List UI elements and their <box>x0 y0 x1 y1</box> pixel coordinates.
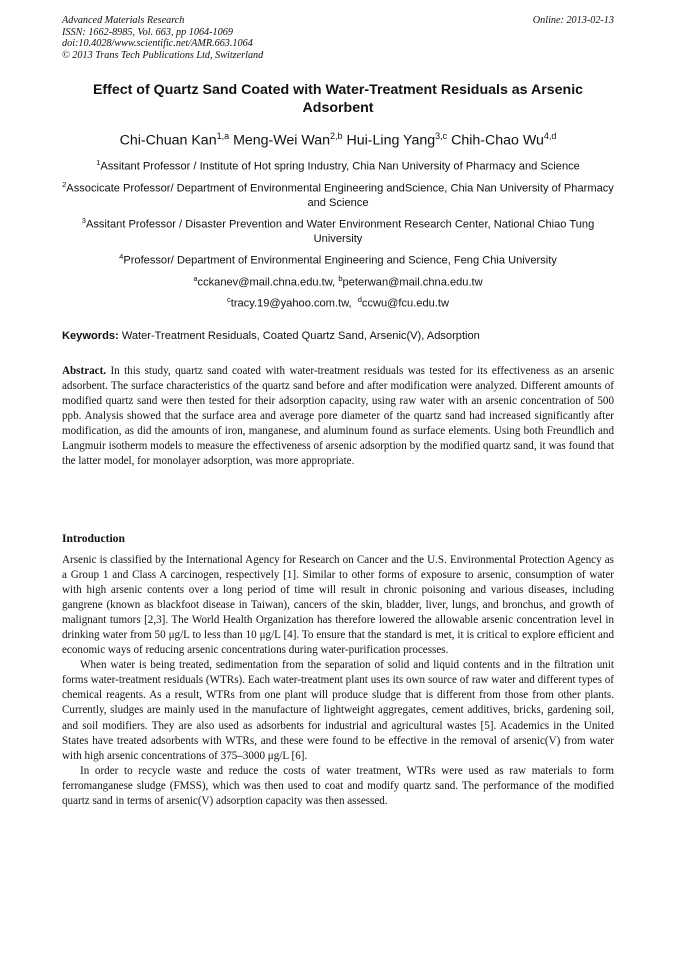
affiliation-sup: 3 <box>81 216 86 225</box>
keywords <box>62 329 614 343</box>
affiliation-2 <box>62 178 614 211</box>
email-b[interactable]: peterwan@mail.chna.edu.tw <box>342 276 483 289</box>
email-sup: a <box>193 274 198 283</box>
author-sup: 3,c <box>435 131 448 141</box>
paper-title: Effect of Quartz Sand Coated with Water-Treatment Residuals as Arsenic Adsorbent <box>92 82 584 116</box>
affiliation-text: Assitant Professor / Institute of Hot spring Industry, Chia Nan University of Pharmacy and Science <box>100 160 580 173</box>
keywords-label: Keywords: <box>62 330 119 342</box>
email-sup: b <box>338 274 343 283</box>
paragraph: When water is being treated, sedimentation from the separation of solid and liquid contents and in the filtration unit forms water-treatment residuals (WTRs). Each water-treatment plant uses its own source of raw water and different types of chemical reagents. As a result, WTRs from one plant will produce sludge that is different from those from other plants. Currently, sludges are mainly used in the manufacture of lightweight aggregates, cement additives, bricks, gardening soil, and soil modifiers. They are also used as adsorbents for industrial and agricultural wastes [5]. Academics in the United States have treated adsorbents with WTRs, and these were found to be effective in the removal of arsenic(V) from water with high arsenic concentrations of 375–3000 μg/L [6]. <box>62 659 614 762</box>
doi-line: doi:10.4028/www.scientific.net/AMR.663.1064 <box>62 38 253 50</box>
journal-name: Advanced Materials Research <box>62 15 185 26</box>
author-name: Meng-Wei Wan <box>233 132 331 149</box>
abstract-label: Abstract. <box>62 365 107 377</box>
affiliation-4 <box>62 250 614 268</box>
affiliation-text: Assitant Professor / Disaster Prevention and Water Environment Research Center, National Chiao Tung University <box>85 218 595 246</box>
journal-header <box>62 15 614 61</box>
author-sup: 4,d <box>543 131 557 141</box>
author-name: Hui-Ling Yang <box>346 132 436 149</box>
author-name: Chih-Chao Wu <box>451 132 544 149</box>
affiliation-sup: 1 <box>96 158 101 167</box>
issn-line: ISSN: 1662-8985, Vol. 663, pp 1064-1069 <box>62 26 233 38</box>
affiliation-text: Associcate Professor/ Department of Environmental Engineering andScience, Chia Nan University of Pharmacy and Science <box>66 182 614 210</box>
affiliation-1 <box>62 156 614 174</box>
author-list <box>62 127 614 150</box>
paragraph: In order to recycle waste and reduce the costs of water treatment, WTRs were used as raw materials to form ferromanganese sludge (FMSS), which was then used to coat and modify quartz sand. The performance of the modified quartz sand in terms of arsenic(V) adsorption capacity was then assessed. <box>62 764 614 807</box>
affiliation-sup: 2 <box>62 180 67 189</box>
abstract-text: In this study, quartz sand coated with water-treatment residuals was tested for its effectiveness as an arsenic adsorbent. The surface characteristics of the quartz sand before and after modification were analyzed. Different amounts of modified quartz sand were then tested for their adsorption capacity, using raw water with an arsenic concentration of 500 ppb. Analysis showed that the surface area and average pore diameter of the quartz sand had increased significantly after modification, as did the amounts of iron, manganese, and aluminum found as surface elements. Using both Freundlich and Langmuir isotherm models to measure the effectiveness of arsenic adsorption by the modified quartz sand, it was found that the latter model, for monolayer adsorption, was more appropriate. <box>62 365 614 468</box>
email-sup: c <box>226 295 231 304</box>
email-line-2 <box>62 293 614 311</box>
affiliation-sup: 4 <box>119 252 124 261</box>
introduction-body <box>62 553 614 809</box>
email-a[interactable]: cckanev@mail.chna.edu.tw, <box>197 276 336 289</box>
paragraph: Arsenic is classified by the International Agency for Research on Cancer and the U.S. Environmental Protection Agency as a Group 1 and Class A carcinogen, respectively [1]. Similar to other forms of exposure to arsenic, consumption of water with high arsenic contents over a long period of time will result in chronic poisoning and various diseases, including gangrene (known as blackfoot disease in Taiwan), cancers of the skin, bladder, liver, lungs, and bronchus, and growth of malignant tumors [2,3]. The World Health Organization has therefore lowered the allowable arsenic concentration level in drinking water from 50 μg/L to less than 10 μg/L [4]. To ensure that the standard is met, it is critical to explore efficient and economic ways of reducing arsenic concentrations during water-purification processes. <box>62 554 614 657</box>
email-d[interactable]: ccwu@fcu.edu.tw <box>361 297 449 310</box>
affiliation-3 <box>62 214 614 247</box>
email-c[interactable]: tracy.19@yahoo.com.tw, <box>230 297 352 310</box>
online-date: Online: 2013-02-13 <box>532 15 614 26</box>
author-name: Chi-Chuan Kan <box>119 132 217 149</box>
author-sup: 1,a <box>216 131 230 141</box>
section-heading-introduction: Introduction <box>62 532 125 545</box>
copyright-line: © 2013 Trans Tech Publications Ltd, Switzerland <box>62 49 264 61</box>
email-sup: d <box>357 295 362 304</box>
keywords-text: Water-Treatment Residuals, Coated Quartz Sand, Arsenic(V), Adsorption <box>121 330 480 342</box>
email-line-1 <box>62 272 614 290</box>
author-sup: 2,b <box>330 131 343 141</box>
affiliation-text: Professor/ Department of Environmental Engineering and Science, Feng Chia University <box>123 254 557 267</box>
abstract <box>62 364 614 469</box>
